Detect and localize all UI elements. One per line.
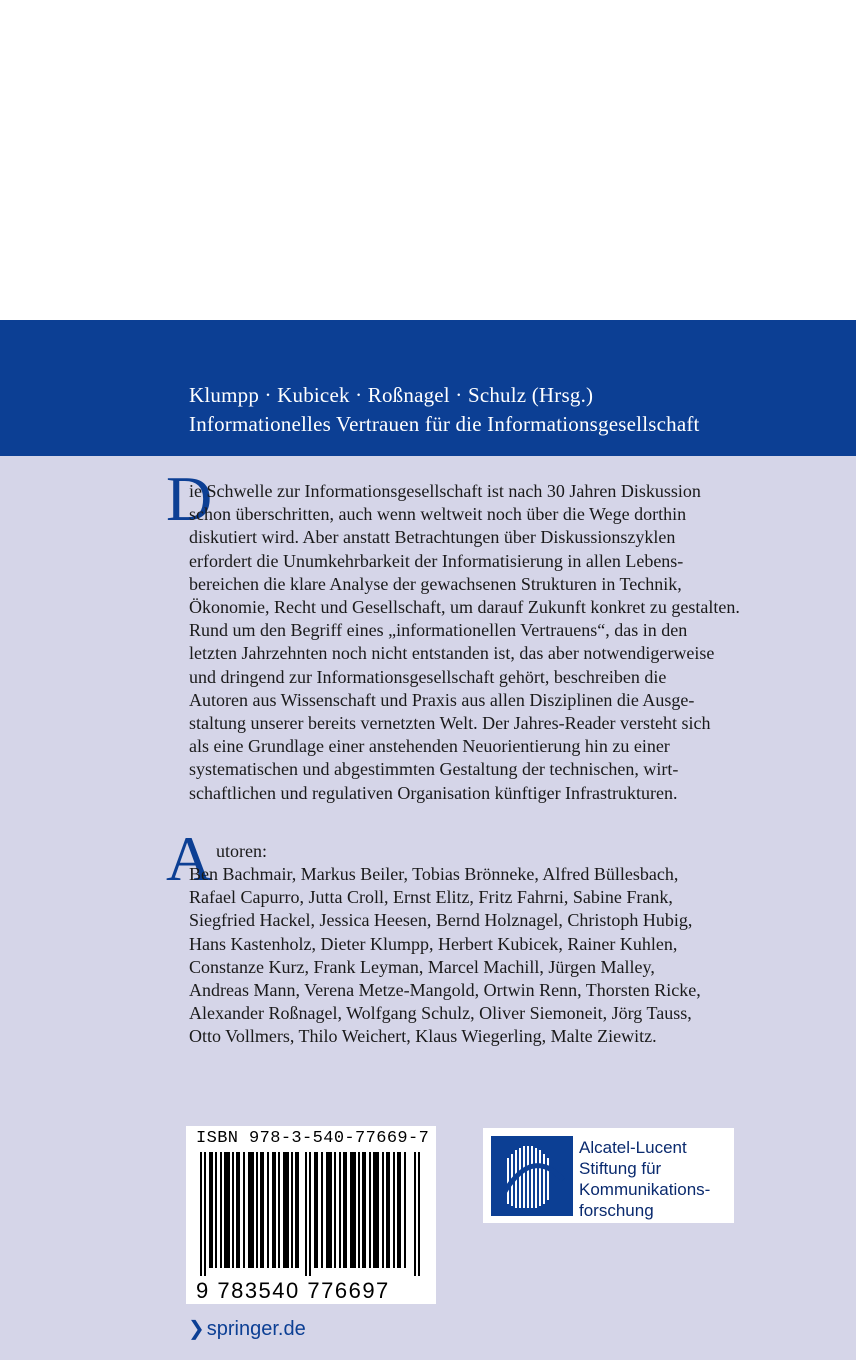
- isbn-barcode: [186, 1126, 436, 1304]
- editors-line: Klumpp · Kubicek · Roßnagel · Schulz (Hrsg.): [189, 383, 594, 407]
- description-text: ie Schwelle zur Informationsgesellschaft ist nach 30 Jahren Diskussion schon überschritten, auch wenn weltweit noch über die Wege dorthin diskutiert wird. Aber anstatt Betrachtungen über Diskussionszyklen erfordert die Unumkehrbarkeit der Informatisierung in allen Lebens- bereichen die klare Analyse der gewachsenen Strukturen in Technik, Ökonomie, Recht und Gesellschaft, um darauf Zukunft konkret zu gestalten. Rund um den Begriff eines „informationellen Vertrauens“, das in den letzten Jahrzehnten noch nicht entstanden ist, das aber notwendigerweise und dringend zur Informationsgesellschaft gehört, beschreiben die Autoren aus Wissenschaft und Praxis aus allen Disziplinen die Ausge- staltung unserer bereits vernetzten Welt. Der Jahres-Reader versteht sich als eine Grundlage einer anstehenden Neuorientierung hin zu einer systematischen und abgestimmten Gestaltung der technischen, wirt- schaftlichen und regulativen Organisation künftiger Infrastrukturen.: [189, 481, 740, 803]
- authors-label: utoren:: [216, 841, 267, 861]
- barcode-digits: 9 783540 776697: [196, 1278, 390, 1303]
- isbn-number: ISBN 978-3-540-77669-7: [196, 1129, 430, 1148]
- chevron-right-icon: ❯: [188, 1318, 205, 1340]
- cover-top-blank: [0, 0, 856, 320]
- springer-link[interactable]: [188, 1316, 306, 1341]
- authors-dropcap: A: [166, 823, 213, 894]
- springer-link-label: springer.de: [206, 1318, 306, 1340]
- title-band: [0, 320, 856, 456]
- description-dropcap: D: [166, 463, 213, 534]
- alcatel-lucent-logo-icon: [491, 1136, 573, 1216]
- foundation-logo: [483, 1128, 734, 1223]
- barcode-bars-icon: [200, 1152, 422, 1276]
- foundation-name: Alcatel-Lucent Stiftung für Kommunikations- forschung: [579, 1138, 711, 1220]
- authors-list: Ben Bachmair, Markus Beiler, Tobias Brönneke, Alfred Büllesbach, Rafael Capurro, Jutta Croll, Ernst Elitz, Fritz Fahrni, Sabine Frank, Siegfried Hackel, Jessica Heesen, Bernd Holznagel, Christoph Hubig, Hans Kastenholz, Dieter Klumpp, Herbert Kubicek, Rainer Kuhlen, Constanze Kurz, Frank Leyman, Marcel Machill, Jürgen Malley, Andreas Mann, Verena Metze-Mangold, Ortwin Renn, Thorsten Ricke, Alexander Roßnagel, Wolfgang Schulz, Oliver Siemoneit, Jörg Tauss, Otto Vollmers, Thilo Weichert, Klaus Wiegerling, Malte Ziewitz.: [189, 864, 701, 1047]
- book-title: Informationelles Vertrauen für die Informationsgesellschaft: [189, 412, 700, 436]
